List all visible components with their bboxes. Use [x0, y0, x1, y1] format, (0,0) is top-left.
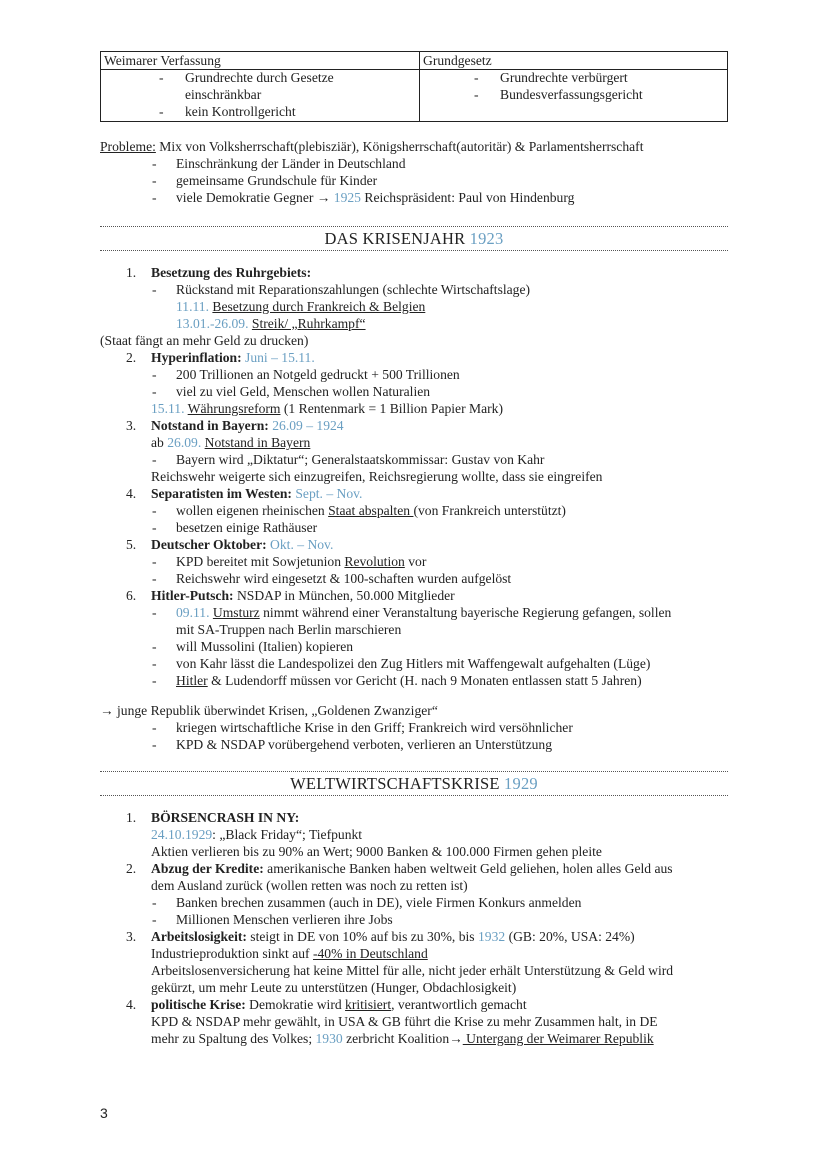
list-item: viel zu viel Geld, Menschen wollen Naturalien: [176, 384, 431, 399]
note: (Staat fängt an mehr Geld zu drucken): [100, 333, 309, 348]
list-item: KPD & NSDAP vorübergehend verboten, verlieren an Unterstützung: [176, 737, 553, 752]
list-item: mehr zu Spaltung des Volkes; 1930 zerbricht Koalition→ Untergang der Weimarer Republik: [151, 1031, 654, 1046]
list-item: ab 26.09. Notstand in Bayern: [151, 435, 311, 450]
table-cell-weimar: - Grundrechte durch Gesetze einschränkbar - kein Kontrollgericht: [101, 70, 420, 122]
list-item: kein Kontrollgericht: [185, 104, 296, 119]
list-item: Reichswehr weigerte sich einzugreifen, Reichsregierung wollte, dass sie eingreifen: [151, 469, 603, 484]
list-item: Rückstand mit Reparationszahlungen (schlechte Wirtschaftslage): [176, 282, 531, 297]
item-heading: Notstand in Bayern: 26.09 – 1924: [151, 418, 344, 433]
list-item: 11.11. Besetzung durch Frankreich & Belgien: [176, 299, 426, 314]
problems-line: Probleme: Mix von Volksherrschaft(plebisziär), Königsherrschaft(autoritär) & Parlamentsherrschaft: [100, 139, 644, 154]
item-heading: Hyperinflation: Juni – 15.11.: [151, 350, 315, 365]
list-item: gemeinsame Grundschule für Kinder: [176, 173, 378, 188]
page-number: 3: [100, 1105, 108, 1121]
list-item: KPD bereitet mit Sowjetunion Revolution vor: [176, 554, 427, 569]
list-item: Bundesverfassungsgericht: [500, 87, 643, 102]
conclusion-line: → junge Republik überwindet Krisen, „Goldenen Zwanziger“: [100, 703, 438, 718]
list-item: KPD & NSDAP mehr gewählt, in USA & GB führt die Krise zu mehr Zusammen halt, in DE: [151, 1014, 658, 1029]
item-heading: Separatisten im Westen: Sept. – Nov.: [151, 486, 363, 501]
list-item: Grundrechte durch Gesetze: [185, 70, 334, 85]
list-item: mit SA-Truppen nach Berlin marschieren: [176, 622, 402, 637]
list-item: Einschränkung der Länder in Deutschland: [176, 156, 406, 171]
list-item: gekürzt, um mehr Leute zu unterstützen (Hunger, Obdachlosigkeit): [151, 980, 517, 995]
list-item: einschränkbar: [185, 87, 262, 102]
list-item: will Mussolini (Italien) kopieren: [176, 639, 354, 654]
list-item: 200 Trillionen an Notgeld gedruckt + 500 Trillionen: [176, 367, 460, 382]
divider: [100, 226, 728, 227]
divider: [100, 771, 728, 772]
item-heading: Besetzung des Ruhrgebiets:: [151, 265, 312, 280]
divider: [100, 250, 728, 251]
list-item: 15.11. Währungsreform (1 Rentenmark = 1 Billion Papier Mark): [151, 401, 503, 416]
item-heading: Abzug der Kredite: amerikanische Banken haben weltweit Geld geliehen, holen alles Geld aus: [151, 861, 673, 876]
list-item: Industrieproduktion sinkt auf -40% in Deutschland: [151, 946, 428, 961]
item-heading: politische Krise: Demokratie wird kritisiert, verantwortlich gemacht: [151, 997, 527, 1012]
divider: [100, 795, 728, 796]
list-item: 09.11. Umsturz nimmt während einer Veranstaltung bayerische Regierung gefangen, sollen: [176, 605, 672, 620]
table-header-weimar: Weimarer Verfassung: [101, 52, 420, 70]
list-item: Arbeitslosenversicherung hat keine Mittel für alle, nicht jeder erhält Unterstützung & Geld wird: [151, 963, 674, 978]
list-item: viele Demokratie Gegner → 1925 Reichspräsident: Paul von Hindenburg: [176, 190, 575, 205]
list-item: 24.10.1929: „Black Friday“; Tiefpunkt: [151, 827, 363, 842]
table-header-grundgesetz: Grundgesetz: [420, 52, 728, 70]
item-heading: BÖRSENCRASH IN NY:: [151, 810, 300, 825]
list-item: besetzen einige Rathäuser: [176, 520, 318, 535]
list-item: Aktien verlieren bis zu 90% an Wert; 9000 Banken & 100.000 Firmen gehen pleite: [151, 844, 602, 859]
list-item: wollen eigenen rheinischen Staat abspalten (von Frankreich unterstützt): [176, 503, 566, 518]
list-item: Millionen Menschen verlieren ihre Jobs: [176, 912, 393, 927]
list-item: Grundrechte verbürgert: [500, 70, 628, 85]
list-item: kriegen wirtschaftliche Krise in den Griff; Frankreich wird versöhnlicher: [176, 720, 573, 735]
table-cell-grundgesetz: - Grundrechte verbürgert - Bundesverfassungsgericht: [420, 70, 728, 122]
section-title-krisenjahr: DAS KRISENJAHR 1923: [324, 229, 504, 248]
list-item: Hitler & Ludendorff müssen vor Gericht (H. nach 9 Monaten entlassen statt 5 Jahren): [176, 673, 642, 688]
list-item: dem Ausland zurück (wollen retten was noch zu retten ist): [151, 878, 468, 893]
comparison-table: [100, 51, 728, 122]
list-item: von Kahr lässt die Landespolizei den Zug Hitlers mit Waffengewalt aufgehalten (Lüge): [176, 656, 651, 671]
list-item: Reichswehr wird eingesetzt & 100-schaften wurden aufgelöst: [176, 571, 512, 586]
list-item: 13.01.-26.09. Streik/ „Ruhrkampf“: [176, 316, 366, 331]
section-title-weltwirtschaftskrise: WELTWIRTSCHAFTSKRISE 1929: [290, 774, 538, 793]
list-item: Banken brechen zusammen (auch in DE), viele Firmen Konkurs anmelden: [176, 895, 582, 910]
item-heading: Deutscher Oktober: Okt. – Nov.: [151, 537, 334, 552]
item-heading: Arbeitslosigkeit: steigt in DE von 10% auf bis zu 30%, bis 1932 (GB: 20%, USA: 24%): [151, 929, 635, 944]
item-heading: Hitler-Putsch: NSDAP in München, 50.000 Mitglieder: [151, 588, 455, 603]
list-item: Bayern wird „Diktatur“; Generalstaatskommissar: Gustav von Kahr: [176, 452, 545, 467]
